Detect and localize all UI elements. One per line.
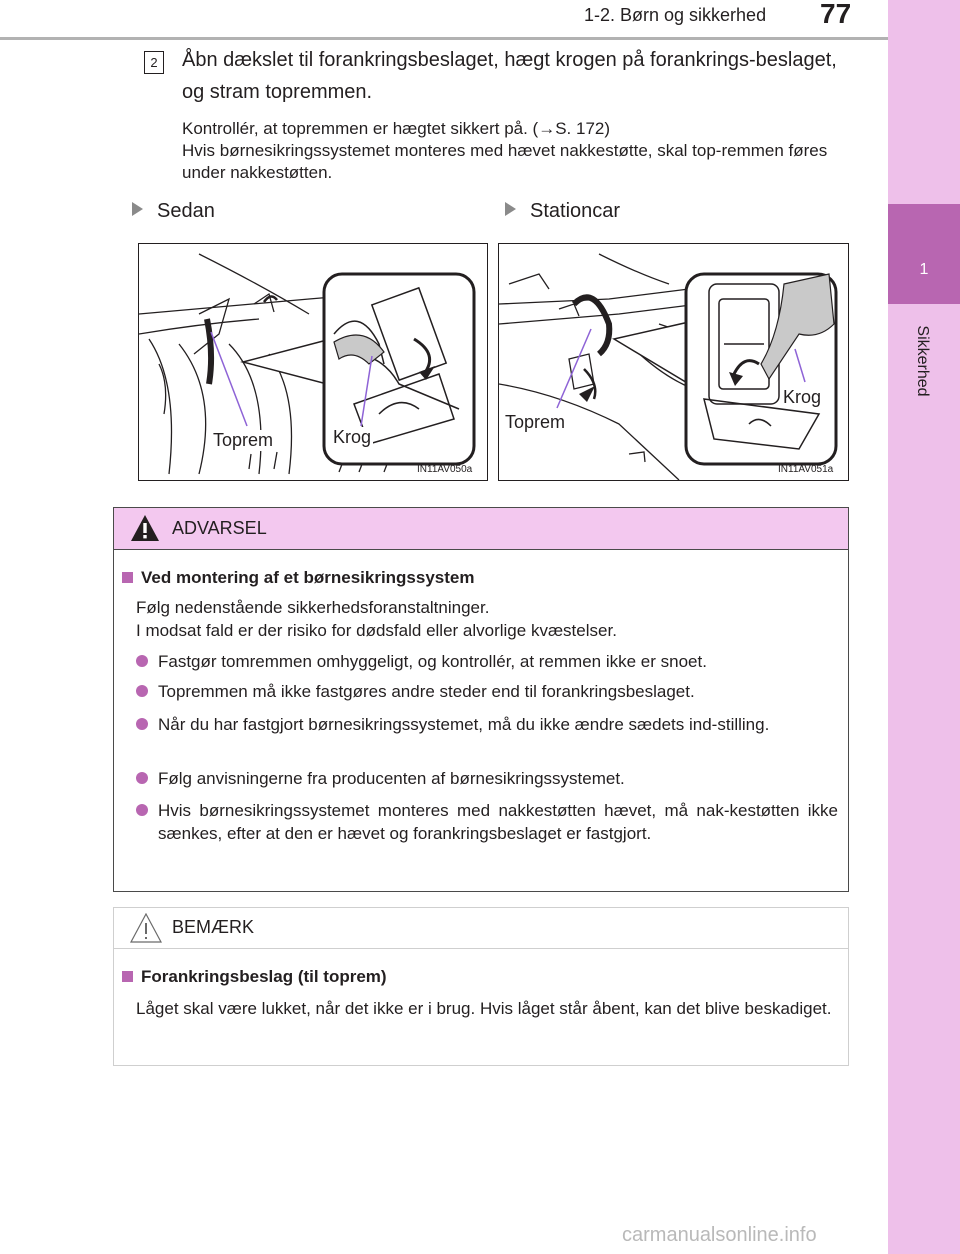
callout-strap-stationcar: Toprem — [505, 412, 566, 432]
warning-heading: Ved montering af et børnesikringssystem — [122, 568, 474, 588]
square-bullet-icon — [122, 971, 133, 982]
step-note-line1: Kontrollér, at topremmen er hægtet sikkert på. (→S. 172) — [182, 119, 611, 138]
caution-triangle-icon — [130, 913, 162, 943]
callout-hook-sedan: Krog — [333, 427, 372, 447]
warning-intro: Følg nedenstående sikkerhedsforanstaltninger. I modsat fald er der risiko for dødsfald eller alvorlige kvæstelser. — [136, 598, 617, 640]
arrow-icon: → — [538, 119, 556, 138]
note-text: Låget skal være lukket, når det ikke er i brug. Hvis låget står åbent, kan det blive beskadiget. — [136, 999, 832, 1018]
note-box — [113, 907, 849, 1066]
side-tab-label: Sikkerhed — [914, 325, 931, 397]
step-note-line2: Hvis børnesikringssystemet monteres med hævet nakkestøtte, skal top-remmen føres under nakkestøtten. — [182, 141, 828, 182]
note-title: BEMÆRK — [172, 917, 255, 937]
note-heading: Forankringsbeslag (til toprem) — [122, 967, 387, 987]
note-header — [114, 908, 848, 949]
header-divider — [0, 37, 888, 40]
dot-bullet-icon — [136, 685, 148, 697]
callout-hook-stationcar: Krog — [783, 387, 822, 407]
side-tab-chapter-number: 1 — [919, 261, 929, 278]
warning-title: ADVARSEL — [172, 518, 267, 538]
step-text: Åbn dækslet til forankringsbeslaget, hægt krogen på forankrings-beslaget, og stram topremmen. — [182, 49, 837, 103]
warning-triangle-icon — [130, 514, 160, 542]
watermark: carmanualsonline.info — [622, 1224, 817, 1246]
figure-stationcar — [498, 243, 849, 481]
warning-header — [114, 508, 848, 550]
dot-bullet-icon — [136, 718, 148, 730]
dot-bullet-icon — [136, 804, 148, 816]
figure-code-sedan: IN11AV050a — [417, 464, 473, 475]
triangle-bullet-icon — [132, 202, 143, 216]
dot-bullet-icon — [136, 655, 148, 667]
figure-heading-sedan: Sedan — [132, 200, 215, 223]
side-tab-chapter-block — [888, 204, 960, 304]
sedan-illustration — [139, 244, 487, 480]
dot-bullet-icon — [136, 772, 148, 784]
stationcar-illustration — [499, 244, 848, 480]
figure-heading-stationcar: Stationcar — [505, 200, 620, 223]
side-tab — [888, 0, 960, 1254]
figure-sedan — [138, 243, 488, 481]
triangle-bullet-icon — [505, 202, 516, 216]
step-note — [182, 118, 852, 184]
step-number-badge: 2 — [144, 51, 164, 74]
section-title: 1-2. Børn og sikkerhed — [584, 5, 767, 25]
callout-strap-sedan: Toprem — [213, 430, 274, 450]
warning-box: ADVARSEL Ved montering af et børnesikringssystem Følg nedenstående sikkerhedsforanstaltninger. I modsat fald er der risiko for dødsfald eller alvorlige kvæstelser. Fastgør tomremmen omhyggeligt, og kontrollér, at remmen ikke er snoet. Topremmen må ikke fastgøres andre steder end til forankringsbeslaget. Når du har fastgjort børnesikringssystemet, må du ikke ændre sædets ind-stilling. Følg anvisningerne fra producenten af børnesikringssystemet. Hvis børnesikringssystemet monteres med nakkestøtten hævet, må nak-kestøtten ikke sænkes, efter at den er hævet og forankringsbeslaget er fastgjort. — [113, 507, 849, 892]
figure-code-stationcar: IN11AV051a — [778, 464, 834, 475]
square-bullet-icon — [122, 572, 133, 583]
page-number: 77 — [820, 0, 852, 29]
